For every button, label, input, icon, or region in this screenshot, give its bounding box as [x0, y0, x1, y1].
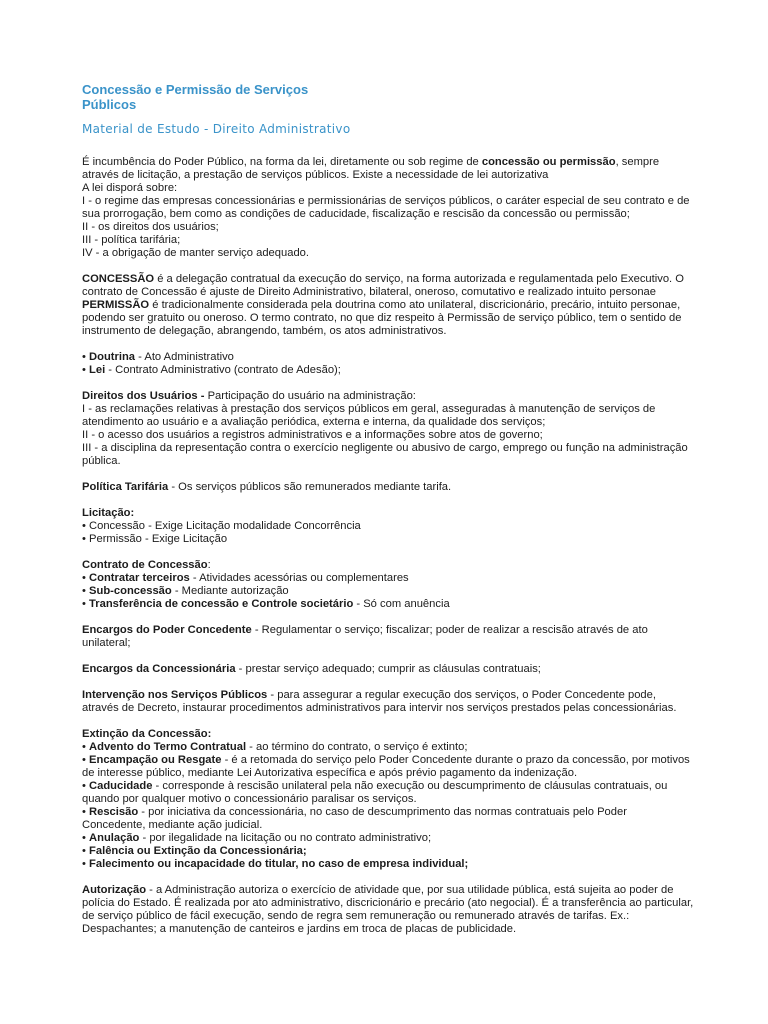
paragraph [82, 624, 722, 650]
text-line [82, 624, 722, 637]
bold-text: Autorização [82, 884, 147, 896]
text-line [82, 429, 722, 442]
paragraph [82, 481, 722, 494]
text-line [82, 559, 722, 572]
bold-text: concessão ou permissão [481, 156, 616, 168]
paragraph [82, 390, 722, 468]
text-line [82, 923, 722, 936]
text-line [82, 247, 722, 260]
text-line [82, 858, 722, 871]
text-line [82, 221, 722, 234]
text-segment: contrato de Concessão é ajuste de Direito Administrativo, bilateral, oneroso, comutativo e realizado intuito personae [82, 286, 656, 298]
text-segment: - Atividades acessórias ou complementares [189, 572, 409, 584]
text-segment: A lei disporá sobre: [82, 182, 178, 194]
paragraph [82, 273, 722, 338]
text-line [82, 533, 722, 546]
text-segment: - corresponde à rescisão unilateral pela não execução ou descumprimento de cláusulas contratuais, ou [152, 780, 668, 792]
text-line [82, 195, 722, 208]
bold-text: Rescisão [89, 806, 139, 818]
text-line [82, 793, 722, 806]
text-segment: - é a retomada do serviço pelo Poder Concedente durante o prazo da concessão, por motivos [221, 754, 690, 766]
text-segment: Concedente, mediante ação judicial. [82, 819, 263, 831]
text-segment: através de Decreto, instaurar procedimentos administrativos para intervir nos serviços prestados pelas concessionárias. [82, 702, 677, 714]
bold-text: Advento do Termo Contratual [89, 741, 247, 753]
bold-text: Contrato de Concessão [82, 559, 208, 571]
text-segment: • Permissão - Exige Licitação [82, 533, 228, 545]
text-segment: • [82, 572, 90, 584]
text-line [82, 299, 722, 312]
document-title: Concessão e Permissão de Serviços Públicos [82, 82, 309, 112]
bold-text: Falecimento ou incapacidade do titular, no caso de empresa individual; [89, 858, 469, 870]
paragraph [82, 156, 722, 260]
text-segment: • [82, 780, 90, 792]
bold-text: Caducidade [89, 780, 153, 792]
text-line [82, 598, 722, 611]
text-line [82, 234, 722, 247]
text-segment: III - política tarifária; [82, 234, 181, 246]
text-line [82, 169, 722, 182]
text-segment: unilateral; [82, 637, 131, 649]
text-segment: • [82, 806, 90, 818]
text-segment: • [82, 845, 90, 857]
text-segment: É incumbência do Poder Público, na forma da lei, diretamente ou sob regime de [82, 156, 482, 168]
bold-text: Encampação ou Resgate [89, 754, 222, 766]
text-line [82, 637, 722, 650]
bold-text: Licitação: [82, 507, 135, 519]
bold-text: Intervenção nos Serviços Públicos [82, 689, 268, 701]
text-line [82, 702, 722, 715]
text-segment: II - os direitos dos usuários; [82, 221, 219, 233]
text-segment: - Só com anuência [353, 598, 450, 610]
text-segment: II - o acesso dos usuários a registros administrativos e a informações sobre atos de governo; [82, 429, 543, 441]
text-segment: polícia do Estado. É realizada por ato administrativo, discricionário e precário (ato negocial). É a transferência ao particular, [82, 897, 694, 909]
text-segment: I - as reclamações relativas à prestação dos serviços públicos em geral, asseguradas à manutenção de serviços de [82, 403, 656, 415]
text-line [82, 806, 722, 819]
document-subtitle: Material de Estudo - Direito Administrativo [82, 122, 351, 136]
bold-text: Anulação [89, 832, 140, 844]
bold-text: Política Tarifária [82, 481, 169, 493]
text-line [82, 910, 722, 923]
text-segment: I - o regime das empresas concessionárias e permissionárias de serviços públicos, o caráter especial de seu contrato e de [82, 195, 690, 207]
text-segment: pública. [82, 455, 121, 467]
text-line [82, 364, 722, 377]
text-segment: - Os serviços públicos são remunerados mediante tarifa. [168, 481, 452, 493]
text-line [82, 481, 722, 494]
text-line [82, 754, 722, 767]
text-segment: instrumento de delegação, abrangendo, também, os atos administrativos. [82, 325, 447, 337]
text-segment: - prestar serviço adequado; cumprir as cláusulas contratuais; [235, 663, 541, 675]
text-line [82, 507, 722, 520]
text-line [82, 208, 722, 221]
bold-text: Falência ou Extinção da Concessionária; [89, 845, 307, 857]
text-line [82, 728, 722, 741]
text-segment: de serviço público de fácil execução, sendo de regra sem remuneração ou remunerado através de tarifas. Ex.: [82, 910, 630, 922]
text-line [82, 390, 722, 403]
bold-text: Encargos do Poder Concedente [82, 624, 252, 636]
text-segment: podendo ser gratuito ou oneroso. O termo contrato, no que diz respeito à Permissão de serviço público, tem o sentido de [82, 312, 682, 324]
text-segment: - Mediante autorização [171, 585, 289, 597]
text-segment: - por iniciativa da concessionária, no caso de descumprimento das normas contratuais pelo Poder [138, 806, 627, 818]
text-line [82, 520, 722, 533]
text-segment: • [82, 858, 90, 870]
text-segment: III - a disciplina da representação contra o exercício negligente ou abusivo de cargo, emprego ou função na administração [82, 442, 688, 454]
text-segment: • [82, 585, 90, 597]
document-body [82, 156, 722, 949]
bold-text: Transferência de concessão e Controle societário [89, 598, 354, 610]
text-segment: IV - a obrigação de manter serviço adequado. [82, 247, 309, 259]
text-line [82, 832, 722, 845]
text-line [82, 819, 722, 832]
text-segment: é tradicionalmente considerada pela doutrina como ato unilateral, discricionário, precário, intuito personae, [149, 299, 681, 311]
paragraph [82, 559, 722, 611]
text-segment: • [82, 351, 90, 363]
text-line [82, 286, 722, 299]
bold-text: PERMISSÃO [82, 299, 150, 311]
bold-text: Contratar terceiros [89, 572, 190, 584]
text-line [82, 897, 722, 910]
text-segment: • [82, 754, 90, 766]
text-line [82, 767, 722, 780]
text-segment: - por ilegalidade na licitação ou no contrato administrativo; [139, 832, 432, 844]
text-segment: • [82, 598, 90, 610]
text-segment: • [82, 364, 90, 376]
text-segment: através de licitação, a prestação de serviços públicos. Existe a necessidade de lei autorizativa [82, 169, 549, 181]
text-segment: de interesse público, mediante Lei Autorizativa específica e após prévio pagamento da indenização. [82, 767, 578, 779]
text-segment: Participação do usuário na administração: [207, 390, 416, 402]
text-line [82, 325, 722, 338]
text-segment: • [82, 832, 90, 844]
text-segment: • Concessão - Exige Licitação modalidade Concorrência [82, 520, 361, 532]
bold-text: Sub-concessão [89, 585, 172, 597]
text-segment: sua prorrogação, bem como as condições de caducidade, fiscalização e rescisão da concessão ou permissão; [82, 208, 630, 220]
paragraph [82, 728, 722, 871]
paragraph [82, 884, 722, 936]
text-segment: - ao término do contrato, o serviço é extinto; [246, 741, 468, 753]
text-line [82, 182, 722, 195]
text-line [82, 403, 722, 416]
text-segment: : [207, 559, 211, 571]
paragraph [82, 507, 722, 546]
text-line [82, 884, 722, 897]
bold-text: Encargos da Concessionária [82, 663, 236, 675]
text-segment: - para assegurar a regular execução dos serviços, o Poder Concedente pode, [267, 689, 656, 701]
text-line [82, 351, 722, 364]
text-line [82, 442, 722, 455]
text-line [82, 845, 722, 858]
text-line [82, 663, 722, 676]
bold-text: Direitos dos Usuários - [82, 390, 208, 402]
bold-text: Doutrina [89, 351, 136, 363]
text-line [82, 273, 722, 286]
text-segment: atendimento ao usuário e a avaliação periódica, externa e interna, da qualidade dos serviços; [82, 416, 546, 428]
text-line [82, 689, 722, 702]
text-segment: quando por qualquer motivo o concessionário paralisar os serviços. [82, 793, 417, 805]
text-line [82, 156, 722, 169]
text-line [82, 416, 722, 429]
text-line [82, 455, 722, 468]
text-line [82, 572, 722, 585]
text-segment: - a Administração autoriza o exercício de atividade que, por sua utilidade pública, está sujeita ao poder de [146, 884, 674, 896]
text-segment: , sempre [615, 156, 660, 168]
text-segment: - Contrato Administrativo (contrato de Adesão); [105, 364, 341, 376]
bold-text: Extinção da Concessão: [82, 728, 212, 740]
text-segment: • [82, 741, 90, 753]
bold-text: CONCESSÃO [82, 273, 155, 285]
text-line [82, 585, 722, 598]
paragraph [82, 351, 722, 377]
text-line [82, 780, 722, 793]
text-segment: Despachantes; a manutenção de canteiros e jardins em troca de placas de publicidade. [82, 923, 517, 935]
text-segment: - Regulamentar o serviço; fiscalizar; poder de realizar a rescisão através de ato [251, 624, 648, 636]
bold-text: Lei [89, 364, 106, 376]
text-segment: - Ato Administrativo [135, 351, 234, 363]
text-line [82, 312, 722, 325]
text-line [82, 741, 722, 754]
paragraph [82, 689, 722, 715]
text-segment: é a delegação contratual da execução do serviço, na forma autorizada e regulamentada pelo Executivo. O [154, 273, 684, 285]
paragraph [82, 663, 722, 676]
